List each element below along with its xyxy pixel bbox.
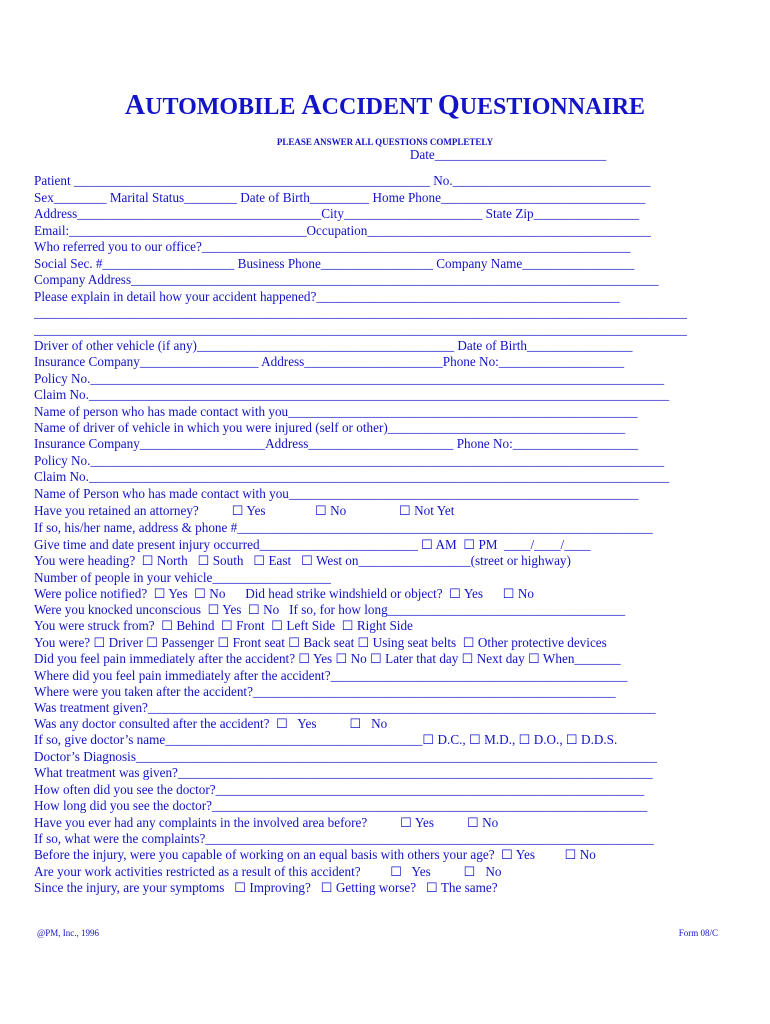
form-line: Name of person who has made contact with you_____________________________________________________	[34, 404, 638, 419]
form-subtitle: PLEASE ANSWER ALL QUESTIONS COMPLETELY	[276, 137, 494, 147]
form-line: You were struck from? ☐ Behind ☐ Front ☐ Left Side ☐ Right Side	[34, 618, 413, 633]
form-line: Are your work activities restricted as a result of this accident? ☐ Yes ☐ No	[34, 864, 502, 879]
form-line: Since the injury, are your symptoms ☐ Improving? ☐ Getting worse? ☐ The same?	[34, 880, 498, 895]
form-line: You were heading? ☐ North ☐ South ☐ East ☐ West on_________________(street or highway)	[34, 553, 571, 568]
form-line: Name of Person who has made contact with you_____________________________________________________	[34, 486, 639, 501]
form-line: Policy No._______________________________________________________________________________________	[34, 453, 665, 468]
form-line: You were? ☐ Driver ☐ Passenger ☐ Front seat ☐ Back seat ☐ Using seat belts ☐ Other protective devices	[34, 635, 607, 650]
form-line: Address_____________________________________City_____________________ State Zip________________	[34, 206, 640, 221]
title-rest-1: UTOMOBILE	[145, 94, 302, 120]
form-line: If so, what were the complaints?____________________________________________________________________	[34, 831, 654, 846]
form-line: Where did you feel pain immediately after the accident?_____________________________________________	[34, 668, 628, 683]
form-line: Name of driver of vehicle in which you were injured (self or other)____________________________________	[34, 420, 626, 435]
form-line: Was treatment given?_____________________________________________________________________________	[34, 700, 656, 715]
title-initial-1: A	[124, 90, 146, 121]
form-line: Was any doctor consulted after the accident? ☐ Yes ☐ No	[34, 716, 388, 731]
title-rest-2: CCIDENT	[321, 94, 438, 120]
title-initial-3: Q	[437, 90, 460, 121]
form-line: Email:____________________________________Occupation___________________________________________	[34, 223, 651, 238]
form-line: Number of people in your vehicle__________________	[34, 570, 332, 585]
form-line: ___________________________________________________________________________________________________	[34, 305, 687, 320]
form-line: Where were you taken after the accident?_______________________________________________________	[34, 684, 616, 699]
form-line: Date__________________________	[34, 147, 607, 162]
form-line: Policy No._______________________________________________________________________________________	[34, 371, 665, 386]
form-line: Insurance Company__________________ Address_____________________Phone No:___________________	[34, 354, 625, 369]
form-line: Patient ______________________________________________________ No.______________________________	[34, 173, 651, 188]
form-line: If so, his/her name, address & phone #_______________________________________________________________	[34, 520, 653, 535]
form-line: Have you retained an attorney? ☐ Yes ☐ No ☐ Not Yet	[34, 503, 455, 518]
form-line: ___________________________________________________________________________________________________	[34, 322, 687, 337]
form-line: Claim No.________________________________________________________________________________________	[34, 387, 670, 402]
form-line: How long did you see the doctor?__________________________________________________________________	[34, 798, 648, 813]
form-line: How often did you see the doctor?_________________________________________________________________	[34, 782, 645, 797]
title-initial-2: A	[301, 90, 322, 121]
form-line: What treatment was given?________________________________________________________________________	[34, 765, 653, 780]
form-line: Who referred you to our office?_________________________________________________________________	[34, 239, 631, 254]
form-line: Claim No.________________________________________________________________________________________	[34, 469, 670, 484]
form-line: Driver of other vehicle (if any)_______________________________________ Date of Birth________________	[34, 338, 633, 353]
copyright-footer: @PM, Inc., 1996	[37, 928, 100, 938]
form-line: Before the injury, were you capable of working on an equal basis with others your age? ☐ Yes ☐ No	[34, 847, 596, 862]
form-line: Give time and date present injury occurred________________________ ☐ AM ☐ PM ____/____/____	[34, 537, 591, 552]
form-number-footer: Form 08/C	[678, 928, 718, 938]
form-line: Social Sec. #____________________ Business Phone_________________ Company Name_________________	[34, 256, 635, 271]
form-line: Insurance Company___________________Address______________________ Phone No:___________________	[34, 436, 639, 451]
form-line: Did you feel pain immediately after the accident? ☐ Yes ☐ No ☐ Later that day ☐ Next day ☐ When_______	[34, 651, 621, 666]
form-line: Have you ever had any complaints in the involved area before? ☐ Yes ☐ No	[34, 815, 499, 830]
form-line: Please explain in detail how your accident happened?______________________________________________	[34, 289, 620, 304]
form-line: If so, give doctor’s name_______________________________________☐ D.C., ☐ M.D., ☐ D.O., ☐ D.D.S.	[34, 732, 618, 747]
form-line: Sex________ Marital Status________ Date of Birth_________ Home Phone_______________________________	[34, 190, 646, 205]
title-rest-3: UESTIONNAIRE	[459, 94, 646, 120]
form-line: Doctor’s Diagnosis_______________________________________________________________________________	[34, 749, 657, 764]
form-line: Were you knocked unconscious ☐ Yes ☐ No If so, for how long____________________________________	[34, 602, 626, 617]
form-line: Company Address________________________________________________________________________________	[34, 272, 659, 287]
form-title	[0, 90, 770, 122]
form-line: Were police notified? ☐ Yes ☐ No Did head strike windshield or object? ☐ Yes ☐ No	[34, 586, 535, 601]
